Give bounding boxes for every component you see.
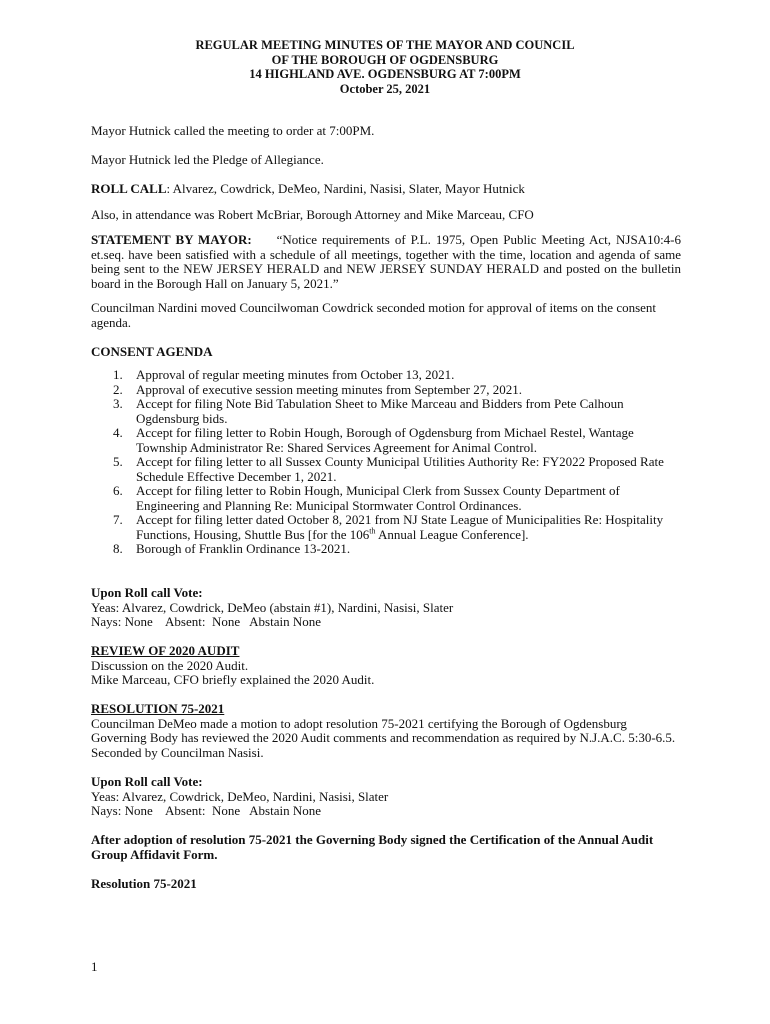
audit-discussion: Discussion on the 2020 Audit. xyxy=(91,657,249,673)
statement-label: STATEMENT BY MAYOR: xyxy=(91,232,252,247)
vote-yeas: Yeas: Alvarez, Cowdrick, DeMeo, Nardini, Nasisi, Slater xyxy=(91,788,389,804)
resolution-text: Councilman DeMeo made a motion to adopt resolution 75-2021 certifying the Borough of Ogdensburg Governing Body has reviewed the 2020 Audit comments and recommendation as required by N.J.A.C. 5:30-6.5. Seconded by Councilman Nasisi. xyxy=(91,715,676,760)
vote-label: Upon Roll call Vote: xyxy=(91,774,203,789)
list-item: 7. Accept for filing letter dated October 8, 2021 from NJ State League of Municipalities Re: Hospitality Functions, Housing, Shuttle Bus [for the 106th Annual League Conference]. xyxy=(113,512,664,542)
list-item: 4. Accept for filing letter to Robin Hough, Borough of Ogdensburg from Michael Restel, Wantage Township Administrator Re: Shared Services Agreement for Animal Control. xyxy=(113,425,634,455)
resolution-label: Resolution 75-2021 xyxy=(91,876,197,891)
header-title-line2: OF THE BOROUGH OF OGDENSBURG xyxy=(271,52,499,67)
audit-certification-note: After adoption of resolution 75-2021 the Governing Body signed the Certification of the Annual Audit Group Affidavit Form. xyxy=(91,832,654,862)
list-item: 2. Approval of executive session meeting minutes from September 27, 2021. xyxy=(113,381,522,397)
consent-agenda-list xyxy=(91,368,681,557)
list-item: 6. Accept for filing letter to Robin Hough, Municipal Clerk from Sussex County Department of Engineering and Planning Re: Municipal Stormwater Control Ordinances. xyxy=(113,483,620,513)
resolution-heading: RESOLUTION 75-2021 xyxy=(91,701,225,716)
roll-call-vote-2 xyxy=(91,775,681,819)
consent-motion: Councilman Nardini moved Councilwoman Cowdrick seconded motion for approval of items on the consent agenda. xyxy=(91,300,657,330)
roll-call-members: : Alvarez, Cowdrick, DeMeo, Nardini, Nasisi, Slater, Mayor Hutnick xyxy=(166,181,525,196)
consent-agenda-heading: CONSENT AGENDA xyxy=(91,344,213,359)
attendance: Also, in attendance was Robert McBriar, Borough Attorney and Mike Marceau, CFO xyxy=(91,207,534,222)
pledge: Mayor Hutnick led the Pledge of Allegiance. xyxy=(91,152,324,167)
header-title-line1: REGULAR MEETING MINUTES OF THE MAYOR AND COUNCIL xyxy=(195,38,575,52)
roll-call xyxy=(91,182,681,197)
vote-yeas: Yeas: Alvarez, Cowdrick, DeMeo (abstain #1), Nardini, Nasisi, Slater xyxy=(91,599,454,615)
header-address: 14 HIGHLAND AVE. OGDENSBURG AT 7:00PM xyxy=(249,67,521,81)
list-item: 3. Accept for filing Note Bid Tabulation Sheet to Mike Marceau and Bidders from Pete Calhoun Ogdensburg bids. xyxy=(113,396,624,426)
document-header xyxy=(0,38,770,96)
resolution-section xyxy=(91,702,681,760)
vote-nays: Nays: None Absent: None Abstain None xyxy=(91,614,322,629)
call-to-order: Mayor Hutnick called the meeting to order at 7:00PM. xyxy=(91,123,375,138)
vote-nays: Nays: None Absent: None Abstain None xyxy=(91,803,322,818)
audit-explanation: Mike Marceau, CFO briefly explained the 2020 Audit. xyxy=(91,672,375,687)
mayor-statement xyxy=(91,233,681,291)
header-date: October 25, 2021 xyxy=(339,81,431,96)
vote-label: Upon Roll call Vote: xyxy=(91,585,203,600)
list-item: 8. Borough of Franklin Ordinance 13-2021. xyxy=(113,541,351,556)
roll-call-label: ROLL CALL xyxy=(91,181,167,196)
statement-text: “Notice requirements of P.L. 1975, Open Public Meeting Act, NJSA10:4-6 et.seq. have been satisfied with a schedule of all meetings, together with the time, location and agenda of same being sent to the NEW JERSEY HERALD and NEW JERSEY SUNDAY HERALD and posted on the bulletin board in the Borough Hall on January 5, 2021.” xyxy=(91,232,682,291)
page-number: 1 xyxy=(91,959,98,974)
audit-heading: REVIEW OF 2020 AUDIT xyxy=(91,643,240,658)
roll-call-vote-1 xyxy=(91,586,681,630)
list-item: 1. Approval of regular meeting minutes from October 13, 2021. xyxy=(113,367,455,382)
list-item: 5. Accept for filing letter to all Sussex County Municipal Utilities Authority Re: FY2022 Proposed Rate Schedule Effective December 1, 2021. xyxy=(113,454,664,484)
audit-review-section xyxy=(91,644,681,688)
